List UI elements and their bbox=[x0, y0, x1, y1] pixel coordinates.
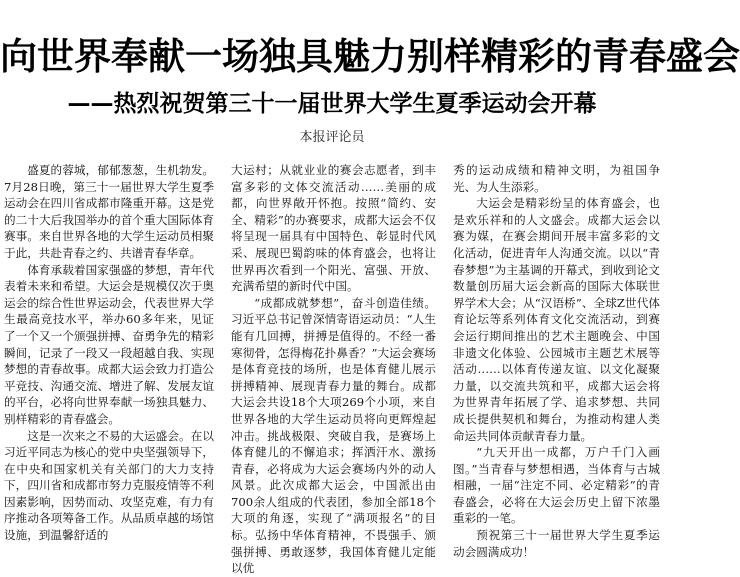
column-2 bbox=[231, 162, 436, 576]
byline: 本报评论员 bbox=[299, 130, 365, 145]
paragraph: “九天开出一成都，万户千门入画图。”当青春与梦想相遇，当体育与古城相融，一届“注定不同、必定精彩”的青春盛会，必将在大运会历史上留下浓墨重彩的一笔。 bbox=[453, 445, 660, 526]
paragraph: 体育承载着国家强盛的梦想，青年代表着未来和希望。大运会是规模仅次于奥运会的综合性世界运动会，代表世界大学生最高竞技水平，举办60多年来，见证了一个又一个颁强拼搏、奋勇争先的精彩瞬间，记录了一段又一段超越自我、实现梦想的青春故事。成都大运会致力打造公平竞技、沟通交流、增进了解、发展友谊的平台，必将向世界奉献一场独具魅力、别样精彩的青春盛会。 bbox=[4, 262, 214, 426]
column-3 bbox=[453, 162, 660, 559]
paragraph: 大运村；从就业业的赛会志愿者，到丰富多彩的文体交流活动……美丽的成都，向世界敞开怀抱。按照“简约、安全、精彩”的办赛要求，成都大运会不仅将呈现一届具有中国特色、彰显时代风采、展现巴蜀韵味的体育盛会，也将让世界再次看到一个阳光、富强、开放、充满希望的新时代中国。 bbox=[231, 163, 436, 294]
paragraph: “成都成就梦想”，奋斗创造佳绩。习近平总书记曾深情寄语运动员：“人生能有几回搏，拼搏是值得的。不经一番寒彻骨，怎得梅花扑鼻香？”大运会赛场是体育竞技的场所，也是体育健儿展示拼搏精神、展现青春力量的舞台。成都大运会共设18个大项269个小项，来自世界各地的大学生运动员将向更辉煌起冲击。挑战极限、突破自我，是赛场上体育健儿的不懈追求；挥洒汗水、激扬青春，必将成为大运会赛场内外的动人风景。此次成都大运会，中国派出由700余人组成的代表团，参加全部18个大项的角逐，实现了“满项报名”的目标。弘扬中华体育精神，不畏强手、颁强拼搏、勇敢逐梦，我国体育健儿定能以优 bbox=[231, 295, 436, 576]
paragraph: 预祝第三十一届世界大学生夏季运动会圆满成功！ bbox=[453, 528, 660, 559]
paragraph: 大运会是精彩纷呈的体育盛会，也是欢乐祥和的人文盛会。成都大运会以赛为媒，在赛会期间开展丰富多彩的文化活动，促进青年人沟通交流。以以“青春梦想”为主基调的开幕式，到收到论文数量创历届大运会新高的国际大体联世界学术大会；从“汉语桥”、全球Z世代体育论坛等系列体育文化交流活动，到赛会运行期间推出的艺术主题晚会、中国非遗文化体验、公园城市主题艺术展等活动……以体育传递友谊、以文化凝聚力量，以交流共筑和平，成都大运会将为世界青年拓展了学、追求梦想、共同成长提供契机和舞台，为推动构建人类命运共同体贡献青春力量。 bbox=[453, 196, 660, 443]
article-body bbox=[0, 162, 664, 576]
paragraph: 这是一次来之不易的大运盛会。在以习近平同志为核心的党中央坚强领导下，在中央和国家机关有关部门的大力支持下，四川省和成都市努力克服疫情等不利因素影响，因势而动、攻坚克难，有力有序推动各项筹备工作。从品质卓越的场馆设施，到温馨舒适的 bbox=[4, 428, 214, 543]
headline: 向世界奉献一场独具魅力别样精彩的青春盛会 bbox=[0, 34, 740, 78]
column-1 bbox=[4, 162, 214, 549]
paragraph: 秀的运动成绩和精神文明，为祖国争光、为人生添彩。 bbox=[453, 163, 660, 194]
subtitle: ——热烈祝贺第三十一届世界大学生夏季运动会开幕 bbox=[67, 91, 597, 117]
paragraph: 盛夏的蓉城，郁郁葱葱，生机勃发。7月28日晚，第三十一届世界大学生夏季运动会在四川省成都市隆重开幕。这是党的二十大后我国举办的首个重大国际体育赛事。来自世界各地的大学生运动员相聚于此，共赴青春之约、共谱青春华章。 bbox=[4, 163, 214, 260]
